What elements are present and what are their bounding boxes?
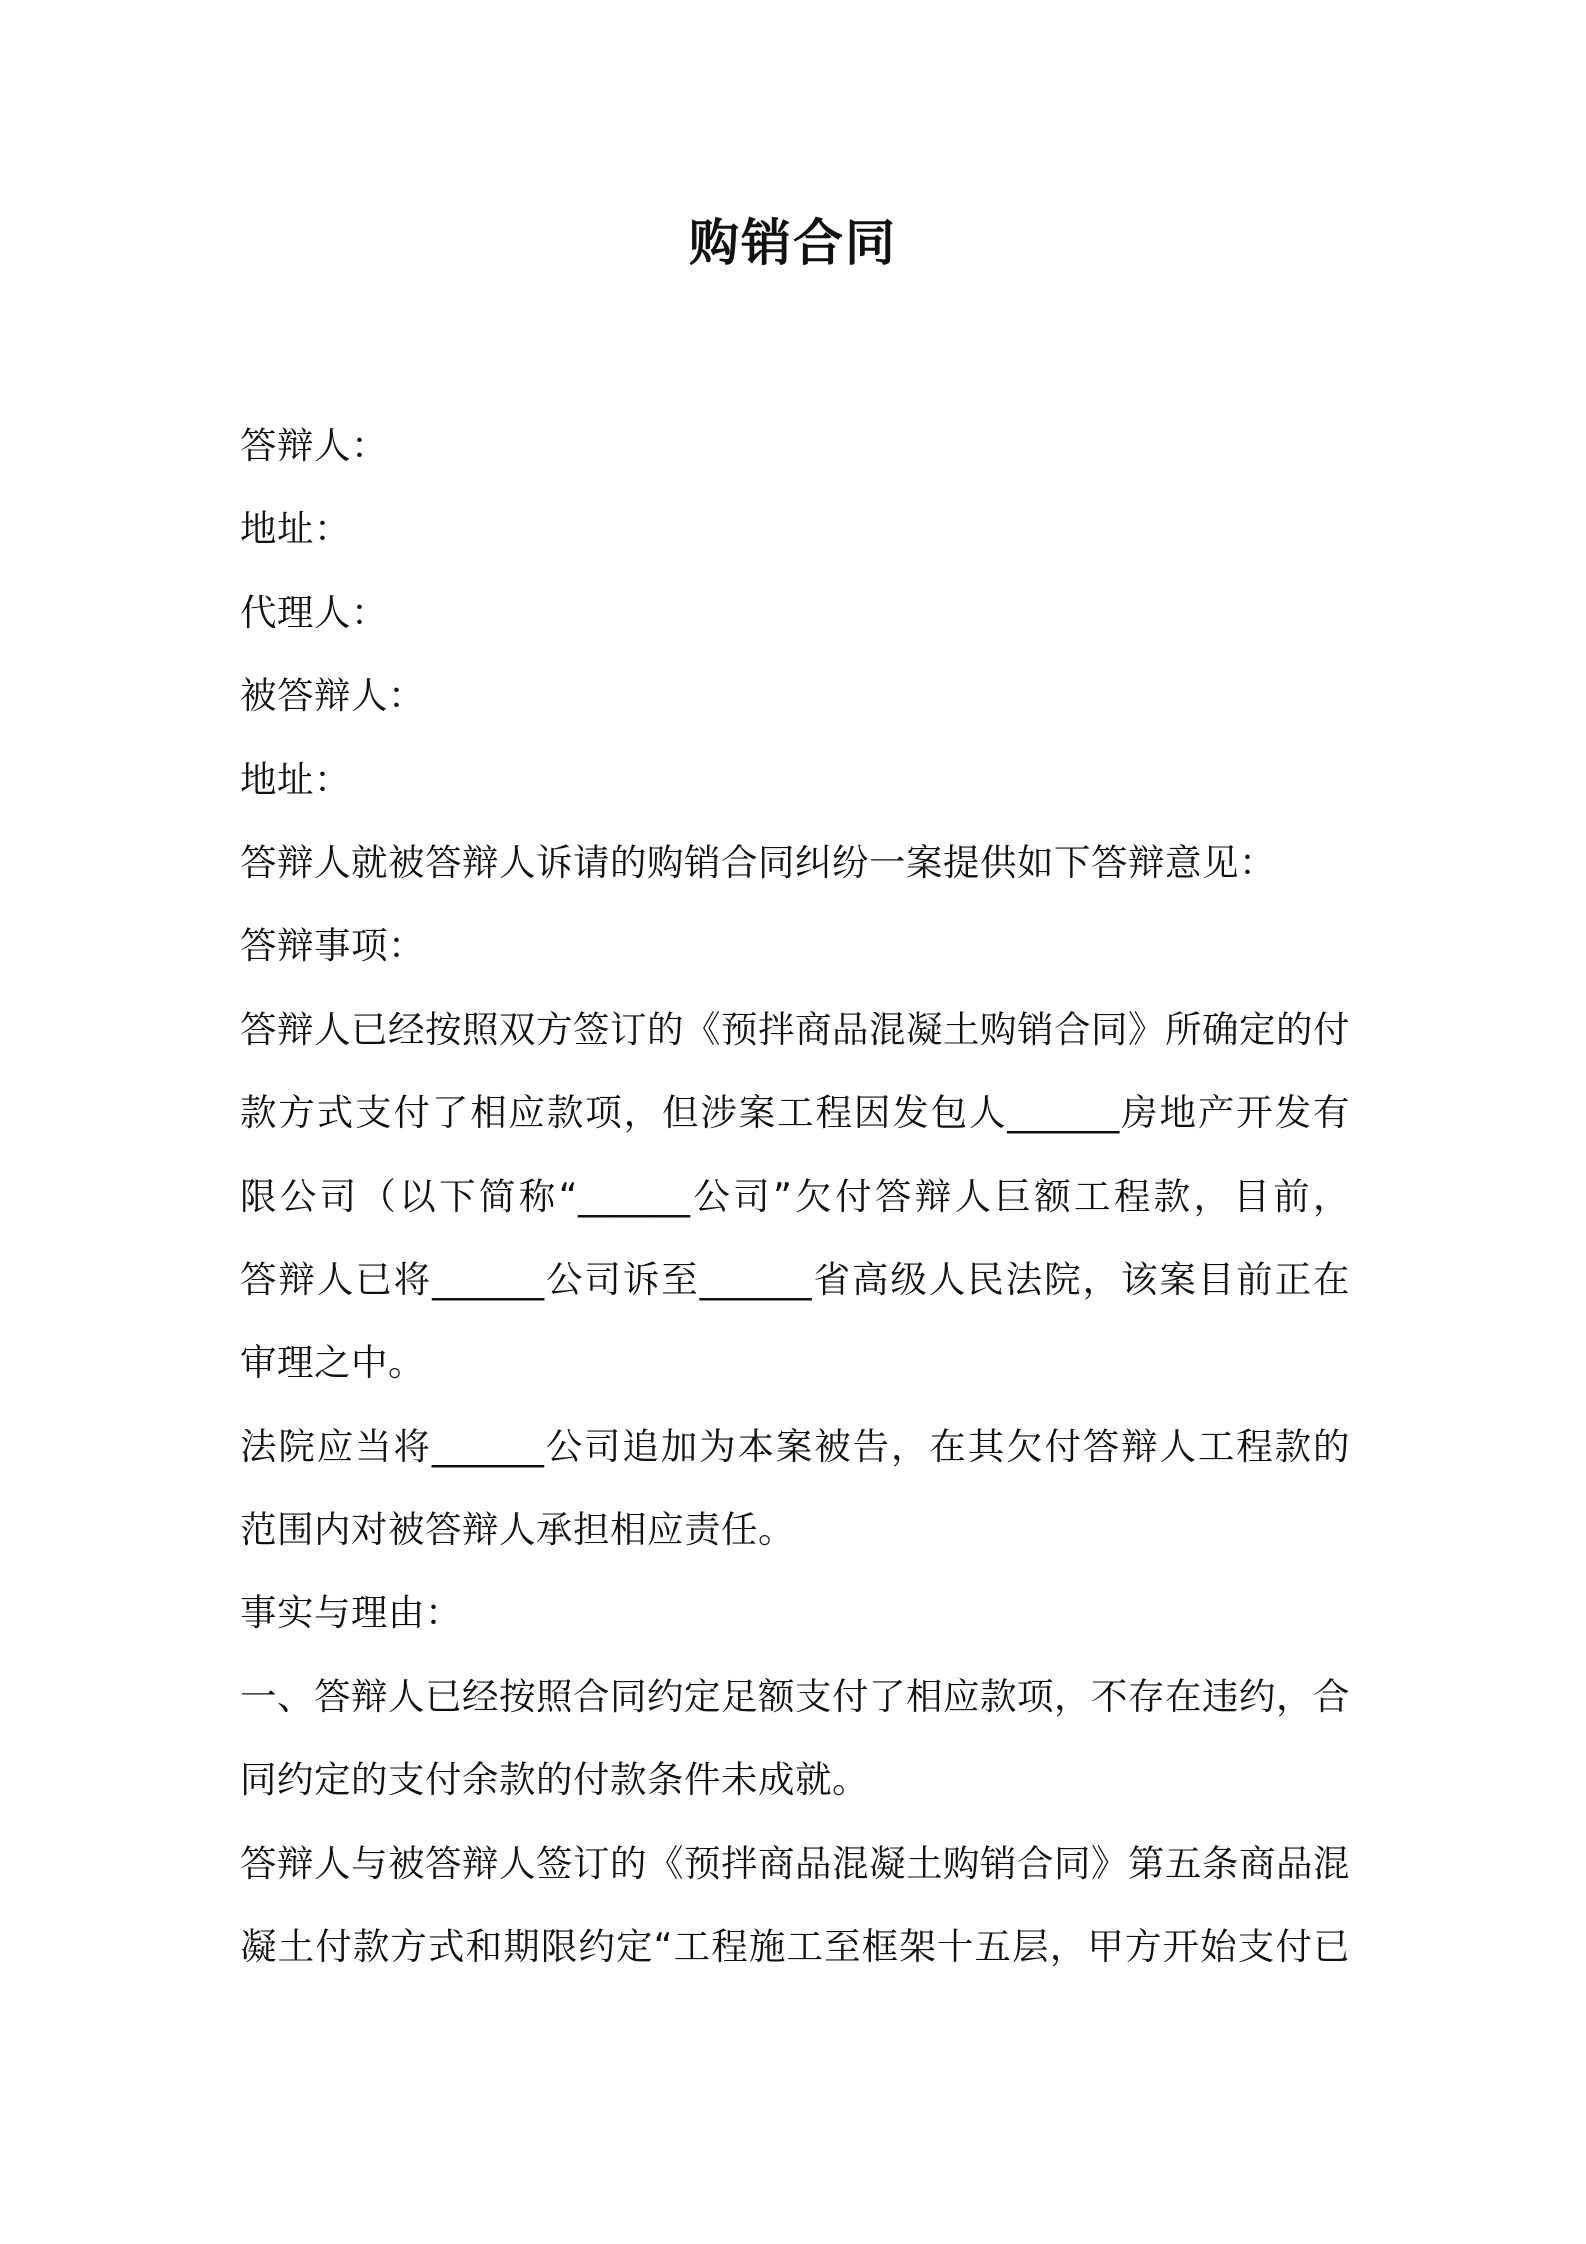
facts-and-reasons-heading: 事实与理由： [240, 1591, 462, 1635]
paragraph-line: 答辩人已将______公司诉至______省高级人民法院，该案目前正在 [240, 1257, 1350, 1301]
opposing-party-label: 被答辩人： [240, 674, 425, 718]
document-title: 购销合同 [689, 214, 897, 272]
paragraph-line: 款方式支付了相应款项，但涉案工程因发包人______房地产开发有 [240, 1091, 1350, 1135]
paragraph-line: 限公司（以下简称“______公司”欠付答辩人巨额工程款，目前， [240, 1174, 1350, 1218]
agent-label: 代理人： [240, 590, 388, 634]
respondent-label: 答辩人： [240, 424, 388, 467]
paragraph-line: 一、答辩人已经按照合同约定足额支付了相应款项，不存在违约，合 [240, 1674, 1350, 1718]
respondent-address-label: 地址： [240, 507, 351, 551]
defense-matters-heading: 答辩事项： [240, 924, 425, 968]
paragraph-line: 范围内对被答辩人承担相应责任。 [240, 1508, 795, 1552]
intro-paragraph: 答辩人就被答辩人诉请的购销合同纠纷一案提供如下答辩意见： [240, 840, 1276, 884]
paragraph-line: 审理之中。 [240, 1341, 425, 1385]
paragraph-line: 答辩人与被答辩人签订的《预拌商品混凝土购销合同》第五条商品混 [240, 1841, 1350, 1885]
paragraph-line: 凝土付款方式和期限约定“工程施工至框架十五层，甲方开始支付已 [240, 1925, 1350, 1969]
paragraph-line: 同约定的支付余款的付款条件未成就。 [240, 1758, 869, 1802]
opposing-party-address-label: 地址： [240, 757, 351, 801]
document-body [240, 404, 1350, 1988]
paragraph-line: 法院应当将______公司追加为本案被告，在其欠付答辩人工程款的 [240, 1424, 1350, 1468]
paragraph-line: 答辩人已经按照双方签订的《预拌商品混凝土购销合同》所确定的付 [240, 1007, 1350, 1051]
